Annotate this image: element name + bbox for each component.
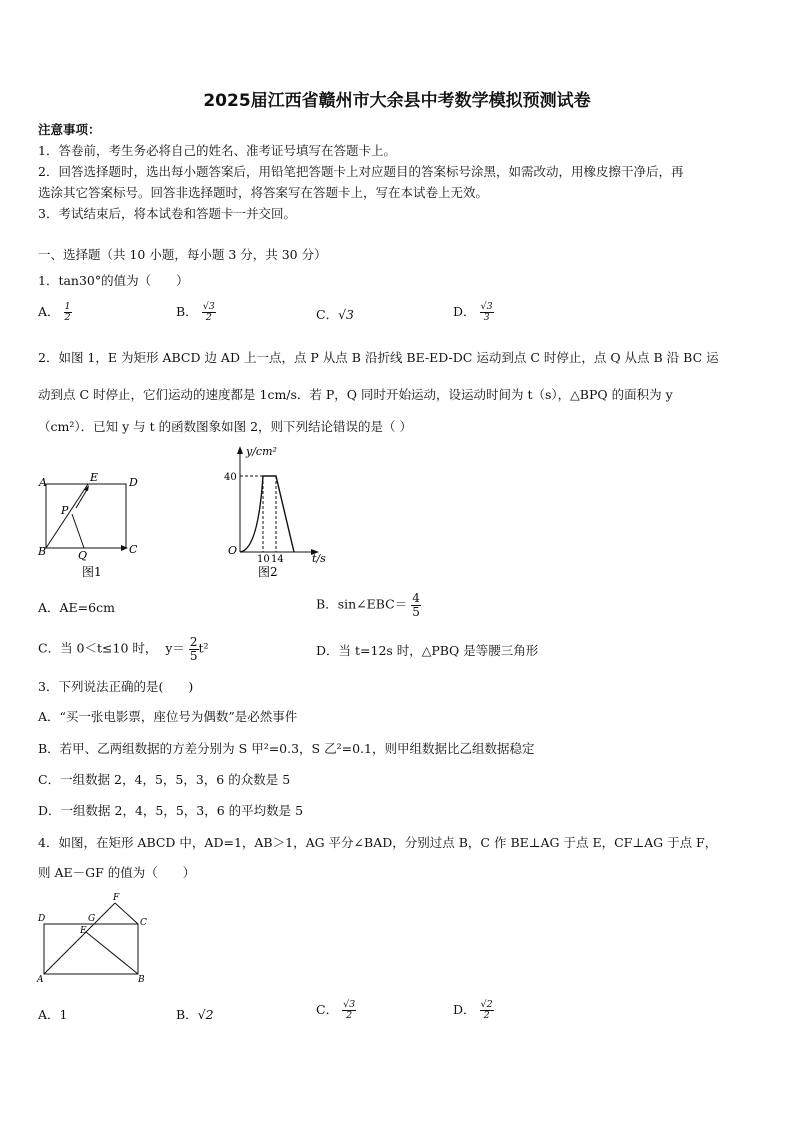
notice-item-3: 3．考试结束后，将本试卷和答题卡一并交回。 — [38, 206, 296, 221]
fig2-tick-10: 10 — [257, 554, 270, 565]
q4-option-a: A．1 — [38, 1007, 68, 1022]
fig1-label-p: P — [61, 504, 69, 517]
notice-item-2: 2．回答选择题时，选出每小题答案后，用铅笔把答题卡上对应题目的答案标号涂黑，如需改动，用橡皮擦干净后，再 — [38, 164, 684, 179]
q4-label-a: A — [37, 975, 44, 985]
q4-label-g: G — [88, 914, 96, 924]
fig1-caption: 图1 — [82, 565, 102, 579]
q2-figure1 — [34, 470, 144, 582]
fig1-arrow-q-head — [121, 545, 128, 551]
notice-item-2-cont: 选涂其它答案标号。回答非选择题时，将答案写在答题卡上，写在本试卷上无效。 — [38, 185, 489, 200]
notice-item-1: 1．答卷前，考生务必将自己的姓名、准考证号填写在答题卡上。 — [38, 143, 396, 158]
q4-option-c: C． $\frac{√3}{2}$ — [316, 999, 356, 1021]
fig1-label-b: B — [38, 545, 47, 558]
q2-option-b: B．sin∠EBC＝ $\frac{4}{5}$ — [316, 591, 420, 619]
q1-stem: 1．tan30°的值为（ ） — [38, 273, 189, 288]
fig1-label-a: A — [39, 476, 47, 489]
q1-option-d: D． $\frac{√3}{3}$ — [453, 301, 493, 323]
fig1-label-d: D — [129, 476, 138, 489]
fig2-origin: O — [228, 544, 238, 557]
fig2-tick-40: 40 — [224, 472, 237, 483]
q3-option-c: C．一组数据 2，4，5，5，3，6 的众数是 5 — [38, 772, 291, 787]
fig2-x-label: t/s — [312, 552, 326, 565]
fig1-arrow-p — [76, 488, 88, 508]
q1-option-b: B． $\frac{√3}{2}$ — [176, 301, 215, 323]
q2-figure2 — [218, 440, 338, 580]
q1-option-a: A． $\frac{1}{2}$ — [38, 301, 71, 323]
fig2-caption: 图2 — [258, 565, 278, 579]
q3-option-b: B．若甲、乙两组数据的方差分别为 S 甲²=0.3，S 乙²=0.1，则甲组数据比乙组数据稳定 — [38, 741, 535, 756]
q2-stem-line2: 动到点 C 时停止，它们运动的速度都是 1cm/s．若 P，Q 同时开始运动，设运动时间为 t（s），△BPQ 的面积为 y — [38, 387, 673, 402]
q4-option-b: B．√2 — [176, 1007, 214, 1022]
q3-option-d: D．一组数据 2，4，5，5，3，6 的平均数是 5 — [38, 803, 304, 818]
q4-label-b: B — [138, 975, 145, 985]
q3-stem: 3．下列说法正确的是( ) — [38, 679, 194, 694]
q2-stem-line1: 2．如图 1，E 为矩形 ABCD 边 AD 上一点，点 P 从点 B 沿折线 BE-ED-DC 运动到点 C 时停止，点 Q 从点 B 沿 BC 运 — [38, 350, 719, 365]
q2-option-d: D．当 t=12s 时，△PBQ 是等腰三角形 — [316, 643, 539, 658]
section-heading: 一、选择题（共 10 小题，每小题 3 分，共 30 分） — [38, 247, 327, 262]
fig2-tick-14: 14 — [271, 554, 284, 565]
q4-line-be — [86, 932, 138, 974]
q4-label-e: E — [80, 926, 87, 936]
fig1-rectangle — [46, 484, 126, 548]
q4-rectangle — [44, 924, 138, 974]
q1-option-c: C．√3 — [316, 307, 354, 322]
fig1-label-c: C — [129, 543, 138, 556]
q4-option-d: D． $\frac{√2}{2}$ — [453, 999, 493, 1021]
page-title: 2025届江西省赣州市大余县中考数学模拟预测试卷 — [203, 91, 591, 111]
q2-option-c: C．当 0＜t≤10 时， y＝ $\frac{2}{5}$ t² — [38, 635, 209, 663]
q4-stem-line2: 则 AE－GF 的值为（ ） — [38, 865, 196, 880]
q4-label-f: F — [113, 893, 120, 903]
q3-option-a: A．“买一张电影票，座位号为偶数”是必然事件 — [38, 709, 298, 724]
q4-figure — [34, 888, 154, 988]
q4-line-gf — [94, 903, 115, 924]
q4-stem-line1: 4．如图，在矩形 ABCD 中，AD=1，AB＞1，AG 平分∠BAD，分别过点 B，C 作 BE⊥AG 于点 E，CF⊥AG 于点 F， — [38, 835, 718, 850]
fig1-line-pq — [72, 514, 84, 548]
q4-line-cf — [115, 903, 138, 924]
fig1-label-q: Q — [78, 549, 88, 562]
fig2-graph-curve — [240, 476, 294, 552]
q4-label-d: D — [38, 914, 46, 924]
fig1-label-e: E — [90, 471, 99, 484]
notice-heading: 注意事项： — [38, 122, 101, 137]
q2-option-a: A．AE=6cm — [38, 600, 115, 615]
q2-stem-line3: （cm²）．已知 y 与 t 的函数图象如图 2，则下列结论错误的是（ ） — [38, 419, 412, 434]
fig2-y-label: y/cm² — [246, 445, 277, 458]
fig2-y-arrow — [237, 446, 243, 454]
q4-label-c: C — [140, 918, 147, 928]
